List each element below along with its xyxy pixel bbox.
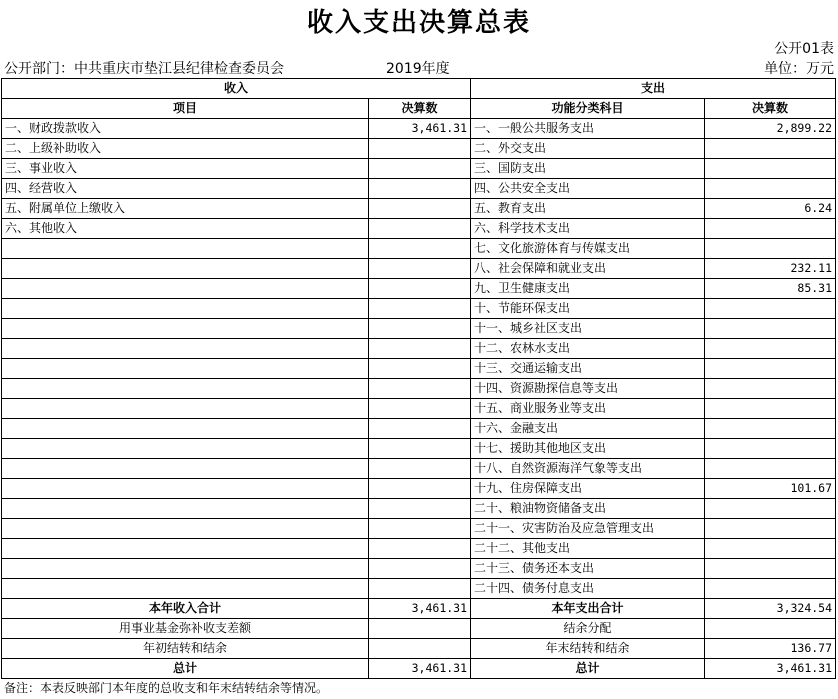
income-item-value <box>369 539 471 559</box>
expense-item-label: 十九、住房保障支出 <box>471 479 705 499</box>
income-item-label <box>2 559 369 579</box>
department-label: 公开部门：中共重庆市垫江县纪律检查委员会 <box>4 61 284 77</box>
expense-item-value <box>705 519 836 539</box>
table-row <box>2 559 836 579</box>
expense-item-label: 六、科学技术支出 <box>471 219 705 239</box>
income-item-value <box>369 579 471 599</box>
expense-item-value <box>705 419 836 439</box>
income-item-value <box>369 399 471 419</box>
report-title: 收入支出决算总表 <box>306 8 531 38</box>
summary-row <box>2 599 836 619</box>
table-row <box>2 179 836 199</box>
table-row <box>2 139 836 159</box>
table-row <box>2 119 836 139</box>
expense-item-value <box>705 319 836 339</box>
expense-summary-value: 136.77 <box>705 639 836 659</box>
income-item-value <box>369 319 471 339</box>
table-row <box>2 279 836 299</box>
table-row <box>2 419 836 439</box>
income-item-label <box>2 479 369 499</box>
income-item-label <box>2 439 369 459</box>
expense-item-label: 十三、交通运输支出 <box>471 359 705 379</box>
expense-item-value <box>705 579 836 599</box>
expense-summary-label: 本年支出合计 <box>471 599 705 619</box>
expense-item-label: 二十一、灾害防治及应急管理支出 <box>471 519 705 539</box>
expense-summary-value: 3,461.31 <box>705 659 836 679</box>
expense-item-value <box>705 219 836 239</box>
unit-label: 单位：万元 <box>764 61 834 77</box>
expense-item-value <box>705 499 836 519</box>
income-item-value <box>369 259 471 279</box>
expense-item-value: 232.11 <box>705 259 836 279</box>
table-row <box>2 159 836 179</box>
income-item-label <box>2 459 369 479</box>
expense-item-label: 二十四、债务付息支出 <box>471 579 705 599</box>
expense-item-value <box>705 539 836 559</box>
fiscal-year: 2019年度 <box>386 61 450 77</box>
expense-item-label: 十七、援助其他地区支出 <box>471 439 705 459</box>
column-header-row <box>2 99 836 119</box>
income-item-label <box>2 299 369 319</box>
income-item-value <box>369 279 471 299</box>
income-item-label: 一、财政拨款收入 <box>2 119 369 139</box>
income-item-label <box>2 259 369 279</box>
income-amount-column-header: 决算数 <box>369 99 471 119</box>
expense-item-value <box>705 399 836 419</box>
expense-item-label: 八、社会保障和就业支出 <box>471 259 705 279</box>
table-row <box>2 479 836 499</box>
table-row <box>2 319 836 339</box>
table-row <box>2 439 836 459</box>
expense-item-label: 二十、粮油物资储备支出 <box>471 499 705 519</box>
summary-row <box>2 659 836 679</box>
expense-amount-column-header: 决算数 <box>705 99 836 119</box>
expense-item-value: 6.24 <box>705 199 836 219</box>
expense-item-value <box>705 239 836 259</box>
income-item-value <box>369 199 471 219</box>
expense-item-label: 十二、农林水支出 <box>471 339 705 359</box>
income-item-label: 四、经营收入 <box>2 179 369 199</box>
table-row <box>2 299 836 319</box>
table-row <box>2 359 836 379</box>
expense-item-label: 四、公共安全支出 <box>471 179 705 199</box>
income-item-label <box>2 399 369 419</box>
income-summary-value: 3,461.31 <box>369 659 471 679</box>
income-item-label: 六、其他收入 <box>2 219 369 239</box>
expense-item-label: 十六、金融支出 <box>471 419 705 439</box>
income-expense-table <box>1 78 836 679</box>
table-row <box>2 219 836 239</box>
income-item-value <box>369 159 471 179</box>
income-item-value: 3,461.31 <box>369 119 471 139</box>
income-item-label <box>2 579 369 599</box>
expense-item-label: 二十二、其他支出 <box>471 539 705 559</box>
income-item-value <box>369 179 471 199</box>
function-item-column-header: 功能分类科目 <box>471 99 705 119</box>
income-item-value <box>369 419 471 439</box>
expense-item-label: 七、文化旅游体育与传媒支出 <box>471 239 705 259</box>
expense-item-label: 二、外交支出 <box>471 139 705 159</box>
expense-item-label: 十四、资源勘探信息等支出 <box>471 379 705 399</box>
expense-item-value <box>705 439 836 459</box>
income-item-label <box>2 539 369 559</box>
income-summary-value <box>369 619 471 639</box>
expense-item-value <box>705 559 836 579</box>
table-row <box>2 339 836 359</box>
income-item-value <box>369 239 471 259</box>
income-item-label <box>2 239 369 259</box>
income-summary-label: 总计 <box>2 659 369 679</box>
table-row <box>2 579 836 599</box>
income-item-label <box>2 359 369 379</box>
income-item-label: 二、上级补助收入 <box>2 139 369 159</box>
income-summary-value: 3,461.31 <box>369 599 471 619</box>
expense-item-label: 一、一般公共服务支出 <box>471 119 705 139</box>
income-item-value <box>369 379 471 399</box>
table-row <box>2 239 836 259</box>
table-row <box>2 539 836 559</box>
income-item-value <box>369 139 471 159</box>
expense-item-value <box>705 459 836 479</box>
table-row <box>2 459 836 479</box>
expense-item-value <box>705 179 836 199</box>
expense-item-label: 十五、商业服务业等支出 <box>471 399 705 419</box>
income-item-value <box>369 439 471 459</box>
expense-item-value <box>705 299 836 319</box>
expense-summary-value <box>705 619 836 639</box>
income-summary-label: 用事业基金弥补收支差额 <box>2 619 369 639</box>
expense-item-label: 二十三、债务还本支出 <box>471 559 705 579</box>
income-item-value <box>369 559 471 579</box>
expense-item-value: 85.31 <box>705 279 836 299</box>
expense-item-value <box>705 379 836 399</box>
table-row <box>2 519 836 539</box>
income-item-label <box>2 499 369 519</box>
expense-item-value: 101.67 <box>705 479 836 499</box>
income-item-value <box>369 219 471 239</box>
table-row <box>2 399 836 419</box>
table-row <box>2 199 836 219</box>
expense-summary-label: 年末结转和结余 <box>471 639 705 659</box>
expense-summary-value: 3,324.54 <box>705 599 836 619</box>
income-item-value <box>369 339 471 359</box>
summary-row <box>2 639 836 659</box>
expense-item-value: 2,899.22 <box>705 119 836 139</box>
income-item-label <box>2 279 369 299</box>
income-summary-label: 本年收入合计 <box>2 599 369 619</box>
income-item-label <box>2 319 369 339</box>
income-item-label <box>2 519 369 539</box>
table-row <box>2 499 836 519</box>
income-item-value <box>369 499 471 519</box>
income-item-value <box>369 359 471 379</box>
income-item-label: 三、事业收入 <box>2 159 369 179</box>
income-item-value <box>369 519 471 539</box>
table-row <box>2 259 836 279</box>
income-item-label <box>2 419 369 439</box>
income-summary-label: 年初结转和结余 <box>2 639 369 659</box>
expense-item-value <box>705 359 836 379</box>
section-header-row <box>2 79 836 99</box>
form-number: 公开01表 <box>774 41 834 57</box>
income-item-label <box>2 379 369 399</box>
expense-item-value <box>705 139 836 159</box>
summary-row <box>2 619 836 639</box>
expense-summary-label: 总计 <box>471 659 705 679</box>
item-column-header: 项目 <box>2 99 369 119</box>
income-section-header: 收入 <box>2 79 471 99</box>
expense-item-label: 三、国防支出 <box>471 159 705 179</box>
income-item-value <box>369 479 471 499</box>
income-item-value <box>369 299 471 319</box>
expense-item-value <box>705 159 836 179</box>
expense-item-label: 十一、城乡社区支出 <box>471 319 705 339</box>
expense-item-label: 九、卫生健康支出 <box>471 279 705 299</box>
expense-item-label: 十、节能环保支出 <box>471 299 705 319</box>
expense-item-label: 十八、自然资源海洋气象等支出 <box>471 459 705 479</box>
expense-summary-label: 结余分配 <box>471 619 705 639</box>
income-item-label <box>2 339 369 359</box>
income-item-label: 五、附属单位上缴收入 <box>2 199 369 219</box>
expense-item-label: 五、教育支出 <box>471 199 705 219</box>
expense-item-value <box>705 339 836 359</box>
table-note: 备注：本表反映部门本年度的总收支和年末结转结余等情况。 <box>4 681 329 695</box>
expense-section-header: 支出 <box>471 79 836 99</box>
table-row <box>2 379 836 399</box>
income-summary-value <box>369 639 471 659</box>
income-item-value <box>369 459 471 479</box>
